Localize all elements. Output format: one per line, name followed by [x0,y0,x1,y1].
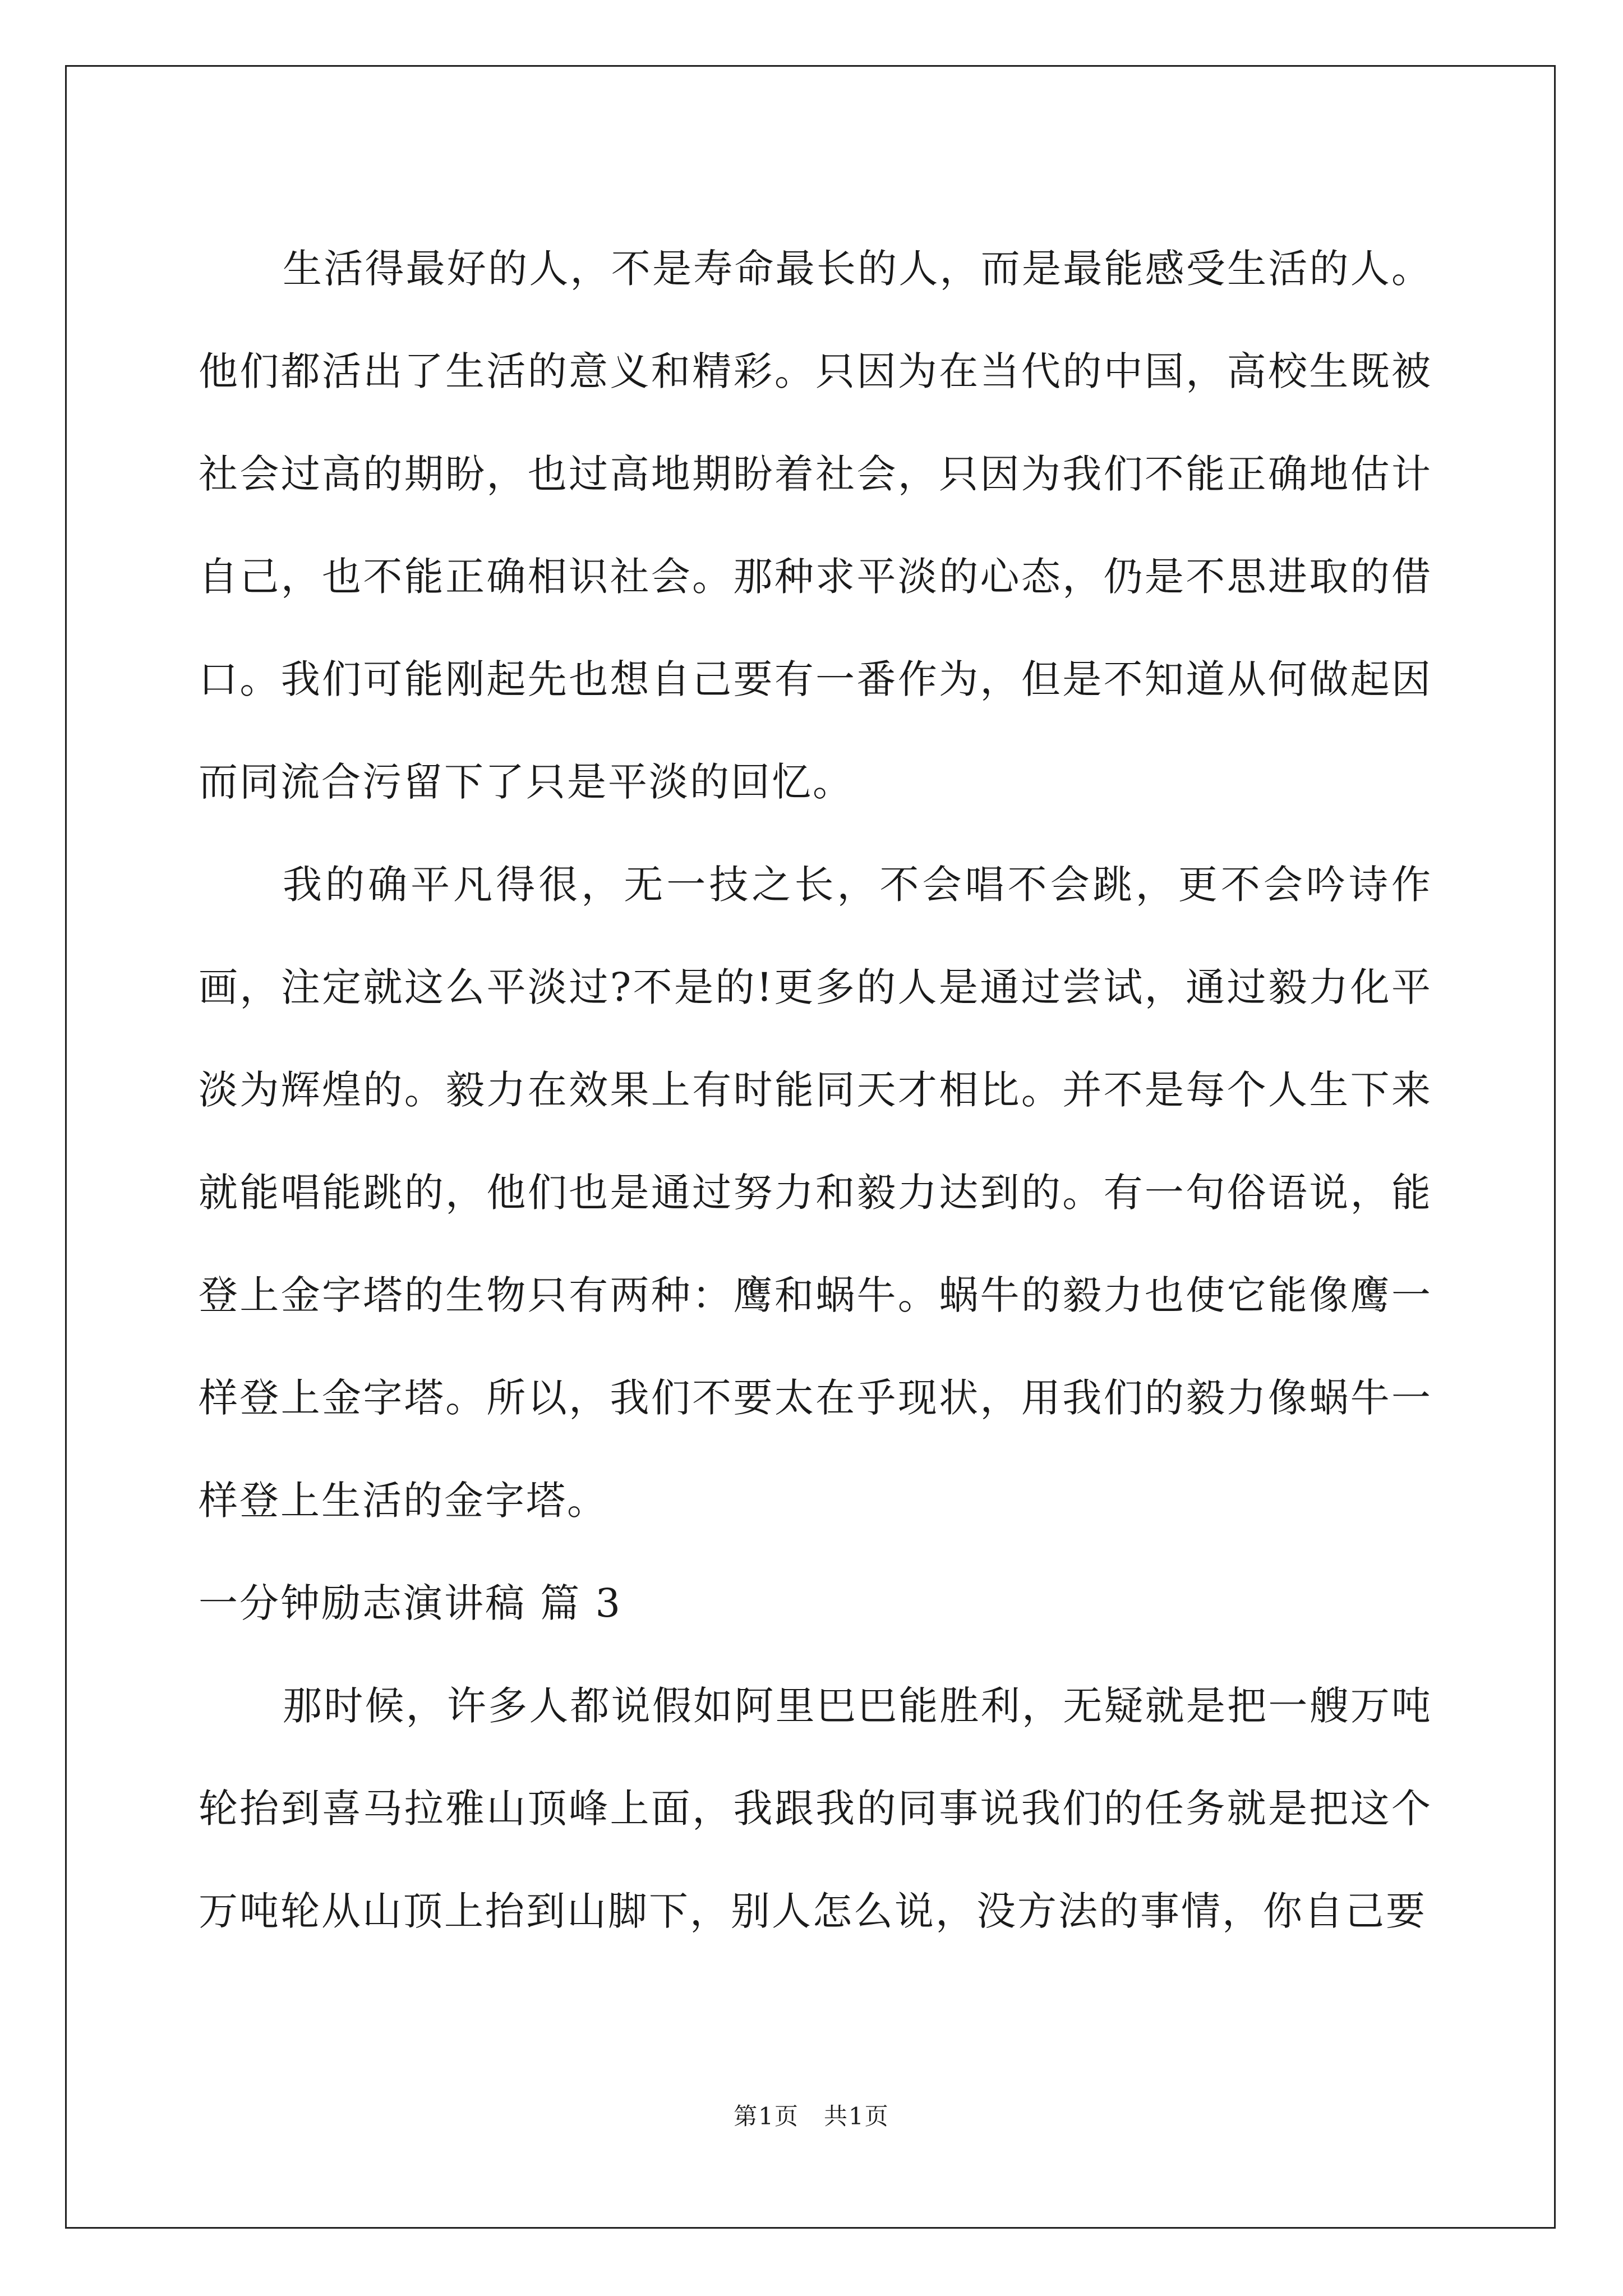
section-heading: 一分钟励志演讲稿 篇 3 [199,1580,623,1626]
paragraph-2: 我的确平凡得很，无一技之长，不会唱不会跳，更不会吟诗作画，注定就这么平淡过?不是的!更多的人是通过尝试，通过毅力化平淡为辉煌的。毅力在效果上有时能同天才相比。并不是每个人生下来就能唱能跳的，他们也是通过努力和毅力达到的。有一句俗语说，能登上金字塔的生物只有两种：鹰和蜗牛。蜗牛的毅力也使它能像鹰一样登上金字塔。所以，我们不要太在乎现状，用我们的毅力像蜗牛一样登上生活的金字塔。 [199,862,1432,1524]
page-number: 第1页 共1页 [734,2102,889,2130]
paragraph-1: 生活得最好的人，不是寿命最长的人，而是最能感受生活的人。他们都活出了生活的意义和精彩。只因为在当代的中国，高校生既被社会过高的期盼，也过高地期盼着社会，只因为我们不能正确地估计自己，也不能正确相识社会。那种求平淡的心态，仍是不思进取的借口。我们可能刚起先也想自己要有一番作为，但是不知道从何做起因而同流合污留下了只是平淡的回忆。 [199,246,1432,805]
page-footer [0,2098,1623,2132]
paragraph-3: 那时候，许多人都说假如阿里巴巴能胜利，无疑就是把一艘万吨轮抬到喜马拉雅山顶峰上面，我跟我的同事说我们的任务就是把这个万吨轮从山顶上抬到山脚下，别人怎么说，没方法的事情，你自己要 [199,1683,1432,1934]
document-body [199,218,1432,1963]
